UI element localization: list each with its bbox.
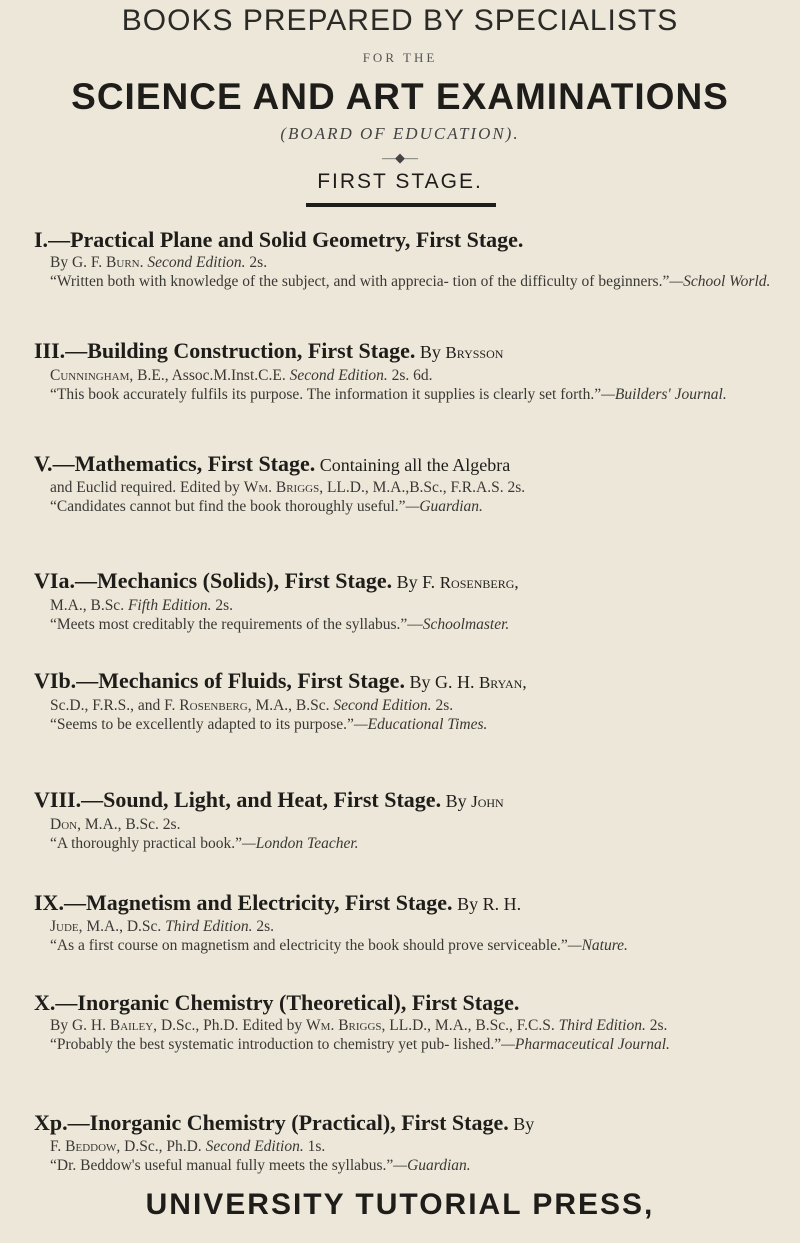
book-title: [34, 227, 774, 253]
book-entry: [34, 990, 774, 1054]
details-text: D.Sc., Ph.D. Edited by: [157, 1017, 307, 1034]
book-title: [34, 1110, 774, 1137]
book-title-text: —Mechanics (Solids), First Stage.: [74, 568, 393, 593]
details-text: 2s.: [645, 1017, 668, 1034]
book-by: By: [508, 1114, 535, 1134]
quote-text: “This book accurately fulfils its purpose. The information it supplies is clearly set forth.”: [50, 386, 602, 403]
book-entry: [34, 890, 774, 955]
review-quote: [34, 497, 774, 516]
book-author: Bryan,: [478, 673, 527, 692]
details-text: LL.D., M.A.,: [323, 479, 410, 496]
details-text: M.A., B.Sc. 2s.: [80, 816, 181, 833]
book-title-text: —Building Construction, First Stage.: [65, 338, 416, 363]
details-text: M.A., D.Sc.: [82, 918, 166, 935]
book-entry: [34, 338, 774, 404]
review-quote: [34, 1035, 774, 1054]
review-quote: [34, 615, 774, 634]
book-title-text: —Practical Plane and Solid Geometry, First Stage.: [48, 227, 524, 252]
book-entry: [34, 227, 774, 291]
book-number: V.: [34, 451, 53, 476]
details-name: Bailey,: [109, 1017, 158, 1034]
book-number: X.: [34, 990, 56, 1015]
book-title: [34, 338, 774, 366]
review-quote: [34, 272, 774, 291]
details-name: Wm. Briggs,: [243, 479, 324, 496]
quote-source: —Builders' Journal.: [601, 386, 727, 403]
quote-source: —Guardian.: [393, 1157, 471, 1174]
book-title: [34, 890, 774, 917]
book-by: By R. H.: [452, 894, 522, 914]
details-edition: Third Edition.: [558, 1017, 646, 1034]
heading-for-the: FOR THE: [362, 50, 438, 65]
quote-text: “As a first course on magnetism and electricity the book should prove serviceable.”: [50, 937, 568, 954]
details-name: Jude,: [50, 918, 83, 935]
book-by: By: [441, 791, 472, 811]
details-text: 2s.: [431, 697, 454, 714]
details-text: M.A., B.Sc.: [251, 697, 334, 714]
book-details: [34, 478, 774, 497]
details-edition: Second Edition.: [289, 367, 388, 384]
book-entry: [34, 668, 774, 734]
book-title-text: —Sound, Light, and Heat, First Stage.: [81, 787, 442, 812]
book-title-text: —Magnetism and Electricity, First Stage.: [63, 890, 453, 915]
book-details: [34, 696, 774, 715]
details-name: Burn.: [106, 254, 144, 271]
details-edition: Second Edition.: [143, 254, 246, 271]
book-title: [34, 787, 774, 815]
book-title-text: —Mechanics of Fluids, First Stage.: [76, 668, 405, 693]
review-quote: [34, 1156, 774, 1175]
book-entry: [34, 451, 774, 516]
book-by: By F.: [392, 572, 440, 592]
book-entry: [34, 787, 774, 853]
footer-publisher: UNIVERSITY TUTORIAL PRESS,: [145, 1188, 655, 1221]
quote-source: —Nature.: [567, 937, 628, 954]
details-name: Wm. Briggs,: [306, 1017, 386, 1034]
quote-text: “Meets most creditably the requirements of the syllabus.”—: [50, 616, 423, 633]
details-text: 2s.: [211, 597, 234, 614]
details-name: Rosenberg,: [179, 697, 252, 714]
details-text: 1s.: [303, 1138, 326, 1155]
book-by: By: [415, 342, 446, 362]
book-title: [34, 568, 774, 596]
quote-source: —Guardian.: [405, 498, 483, 515]
quote-source: Schoolmaster.: [422, 616, 510, 633]
quote-text: “Candidates cannot but find the book thoroughly useful.”: [50, 498, 406, 515]
book-title-text: —Mathematics, First Stage.: [52, 451, 316, 476]
book-title: [34, 990, 774, 1016]
details-name: Don,: [50, 816, 81, 833]
book-author: Brysson: [445, 343, 504, 362]
details-edition: Third Edition.: [165, 918, 253, 935]
book-number: Xp.: [34, 1110, 68, 1135]
details-name: Cunningham,: [50, 367, 134, 384]
details-text: 2s.: [245, 254, 268, 271]
book-title: [34, 668, 774, 696]
quote-text: “Written both with knowledge of the subject, and with apprecia- tion of the difficulty of beginners.”: [50, 273, 670, 290]
details-text: and Euclid required. Edited by: [50, 479, 244, 496]
book-number: VIa.: [34, 568, 75, 593]
quote-source: —School World.: [669, 273, 771, 290]
details-edition: Second Edition.: [205, 1138, 304, 1155]
heading-books-prepared: BOOKS PREPARED BY SPECIALISTS: [121, 4, 679, 37]
quote-source: —Educational Times.: [353, 716, 488, 733]
book-details: [34, 1016, 774, 1035]
details-text: D.Sc., Ph.D.: [120, 1138, 206, 1155]
review-quote: [34, 715, 774, 734]
details-text: LL.D., M.A., B.Sc., F.C.S.: [385, 1017, 559, 1034]
book-by: Containing all the Algebra: [315, 455, 511, 475]
book-entry: [34, 1110, 774, 1175]
details-text: B.Sc., F.R.A.S. 2s.: [409, 479, 526, 496]
book-title-text: —Inorganic Chemistry (Practical), First Stage.: [67, 1110, 509, 1135]
book-details: [34, 917, 774, 936]
book-number: I.: [34, 227, 49, 252]
details-text: F.: [50, 1138, 66, 1155]
book-author: John: [471, 792, 504, 811]
book-number: IX.: [34, 890, 64, 915]
details-edition: Second Edition.: [333, 697, 432, 714]
quote-text: “A thoroughly practical book.”: [50, 835, 242, 852]
book-title: [34, 451, 774, 478]
book-details: [34, 596, 774, 615]
review-quote: [34, 834, 774, 853]
details-text: M.A., B.Sc.: [50, 597, 128, 614]
quote-text: “Dr. Beddow's useful manual fully meets the syllabus.”: [50, 1157, 394, 1174]
details-text: Sc.D., F.R.S., and F.: [50, 697, 180, 714]
details-edition: Fifth Edition.: [127, 597, 212, 614]
book-details: [34, 366, 774, 385]
details-text: 2s. 6d.: [387, 367, 433, 384]
book-details: [34, 815, 774, 834]
book-author: Rosenberg,: [439, 573, 519, 592]
book-by: By G. H.: [404, 672, 479, 692]
ornament-divider: —◆—: [382, 150, 418, 165]
details-text: B.E., Assoc.M.Inst.C.E.: [133, 367, 290, 384]
heading-examinations: SCIENCE AND ART EXAMINATIONS: [71, 76, 729, 117]
book-number: VIII.: [34, 787, 82, 812]
book-number: VIb.: [34, 668, 77, 693]
review-quote: [34, 936, 774, 955]
quote-source: —London Teacher.: [241, 835, 359, 852]
heading-first-stage: FIRST STAGE.: [317, 170, 483, 193]
book-details: [34, 1137, 774, 1156]
book-title-text: —Inorganic Chemistry (Theoretical), First Stage.: [55, 990, 520, 1015]
book-details: [34, 253, 774, 272]
details-text: 2s.: [252, 918, 275, 935]
quote-text: “Probably the best systematic introduction to chemistry yet pub- lished.”: [50, 1036, 502, 1053]
book-entry: [34, 568, 774, 634]
details-text: By G. F.: [50, 254, 107, 271]
details-name: Beddow,: [65, 1138, 121, 1155]
review-quote: [34, 385, 774, 404]
details-text: By G. H.: [50, 1017, 110, 1034]
heading-board: (BOARD OF EDUCATION).: [280, 124, 520, 143]
quote-text: “Seems to be excellently adapted to its purpose.”: [50, 716, 354, 733]
quote-source: —Pharmaceutical Journal.: [501, 1036, 670, 1053]
heading-underline: [306, 203, 496, 207]
book-number: III.: [34, 338, 66, 363]
